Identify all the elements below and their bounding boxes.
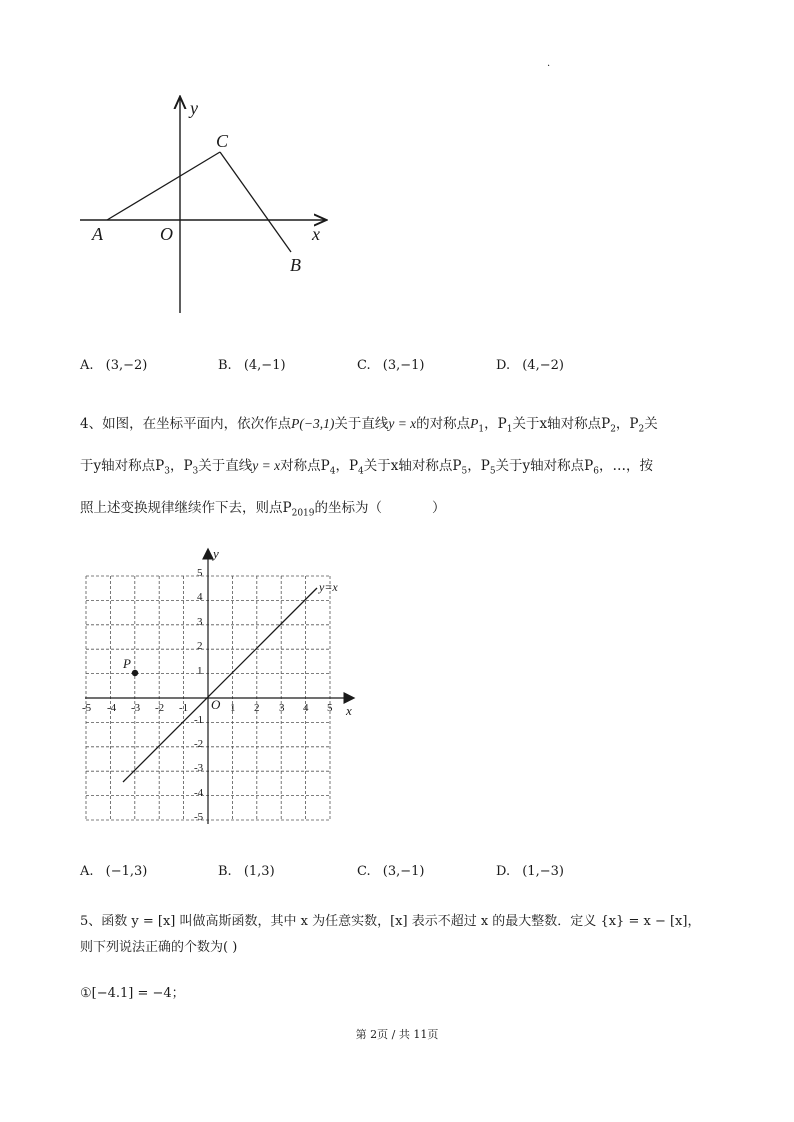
y-tick-label: 3 <box>197 616 203 628</box>
q3-option-a[interactable] <box>80 358 147 373</box>
q4-text: 关于y轴对称点P <box>495 458 594 474</box>
option-letter: C. <box>357 358 371 373</box>
q4-text: 关于直线 <box>198 458 253 474</box>
q4-text: 照上述变换规律继续作下去，则点P <box>80 500 292 516</box>
y-tick-label: 1 <box>197 665 203 677</box>
q4-option-a[interactable] <box>80 864 147 879</box>
x-tick-label: -4 <box>107 702 117 714</box>
option-letter: B. <box>218 864 232 879</box>
y-tick-label: 5 <box>197 567 203 579</box>
q4-text: 的对称点 <box>416 416 471 432</box>
option-letter: B. <box>218 358 232 373</box>
x-tick-label: -5 <box>82 702 92 714</box>
segment-ac <box>107 152 220 220</box>
q3-option-c[interactable] <box>357 358 424 373</box>
y-tick-label: -2 <box>194 738 204 750</box>
q4-text: ，P <box>467 458 490 474</box>
x-tick-label: 5 <box>327 702 333 714</box>
x-tick-label: 1 <box>230 702 236 714</box>
figure-triangle-diagram <box>70 88 350 328</box>
q4-equation: y = x <box>388 416 417 431</box>
point-p-dot <box>132 670 138 676</box>
q4-text: ，P <box>169 458 193 474</box>
q4-text: 对称点P <box>280 458 330 474</box>
q4-line-2: 于y轴对称点$P_3$，$P_3$关于直线y = x对称点$P_4$，$P_4$关于x轴对称点$P_5$，$P_5$关于y轴对称点$P_6$，…，按 <box>80 458 653 477</box>
q4-text: ，P <box>335 458 359 474</box>
x-tick-label: 3 <box>279 702 285 714</box>
fig1-x-label: x <box>312 224 320 244</box>
q3-option-d[interactable] <box>496 358 564 373</box>
q4-text: 关于x轴对称点P <box>363 458 462 474</box>
option-letter: A. <box>80 864 94 879</box>
y-tick-label: 2 <box>197 640 203 652</box>
option-value: (1,−3) <box>522 864 564 879</box>
segment-cb <box>220 152 291 252</box>
fig1-point-a-label: A <box>92 224 103 244</box>
q3-option-b[interactable] <box>218 358 286 373</box>
q4-text: ） <box>432 500 446 516</box>
q4-text: 关 <box>644 416 658 432</box>
fig1-y-label: y <box>190 98 198 118</box>
q4-option-c[interactable] <box>357 864 424 879</box>
q4-text: 4、如图，在坐标平面内，依次作点 <box>80 416 292 432</box>
y-tick-label: -4 <box>194 787 204 799</box>
x-tick-label: -3 <box>131 702 141 714</box>
q4-line-1: 4、如图，在坐标平面内，依次作点P(−3,1)关于直线y = x的对称点$P_1$，$P_1$关于x轴对称点$P_2$，$P_2$关 <box>80 416 658 435</box>
q4-text: ，P <box>615 416 639 432</box>
stray-dot: . <box>547 58 551 69</box>
q4-text: 的坐标为（ <box>314 500 382 516</box>
option-letter: D. <box>496 864 511 879</box>
option-value: (4,−1) <box>243 358 286 373</box>
fig2-x-label: x <box>346 703 352 718</box>
y-tick-label: 4 <box>197 591 203 603</box>
y-tick-label: -5 <box>194 811 204 823</box>
x-tick-label: -1 <box>179 702 189 714</box>
q4-equation: y = x <box>252 458 281 473</box>
fig1-origin-label: O <box>160 224 173 244</box>
fig1-point-b-label: B <box>290 255 301 275</box>
q4-text: ，P <box>484 416 507 432</box>
y-tick-label: -1 <box>194 714 204 726</box>
fig2-point-p-label: P <box>123 656 131 671</box>
option-value: (3,−2) <box>105 358 148 373</box>
q4-text: 关于x轴对称点P <box>512 416 611 432</box>
option-letter: C. <box>357 864 371 879</box>
q4-text: 关于直线 <box>334 416 389 432</box>
q4-line-3 <box>80 498 446 524</box>
fig2-y-label: y <box>213 546 219 561</box>
option-value: (1,3) <box>243 864 275 879</box>
line-y-equals-x <box>123 588 317 782</box>
q5-item-1: ①[−4.1] = −4； <box>80 986 185 1001</box>
fig1-point-c-label: C <box>216 131 229 151</box>
q5-line-2: 则下列说法正确的个数为( ) <box>80 940 238 955</box>
page-footer: 第 2页 / 共 11页 <box>355 1028 439 1041</box>
q4-subscript: 2019 <box>291 508 315 519</box>
x-tick-label: -2 <box>155 702 165 714</box>
x-tick-label: 2 <box>254 702 260 714</box>
option-value: (4,−2) <box>522 358 564 373</box>
q4-point-p: P(−3,1) <box>291 416 335 431</box>
option-value: (3,−1) <box>382 864 425 879</box>
option-letter: A. <box>80 358 94 373</box>
q4-point: P <box>470 416 479 431</box>
fig2-origin-label: O <box>211 697 221 712</box>
y-tick-label: -3 <box>194 762 204 774</box>
fig2-line-label: y=x <box>319 580 338 594</box>
x-tick-label: 4 <box>303 702 309 714</box>
q4-option-b[interactable] <box>218 864 275 879</box>
q4-text: ，…，按 <box>599 458 653 474</box>
option-value: (3,−1) <box>382 358 425 373</box>
option-letter: D. <box>496 358 511 373</box>
option-value: (−1,3) <box>105 864 148 879</box>
q4-text: 于y轴对称点P <box>80 458 165 474</box>
q5-line-1: 5、函数 y = [x] 叫做高斯函数，其中 x 为任意实数，[x] 表示不超过 x 的最大整数．定义 {x} = x − [x]， <box>80 914 701 929</box>
q4-option-d[interactable] <box>496 864 564 879</box>
